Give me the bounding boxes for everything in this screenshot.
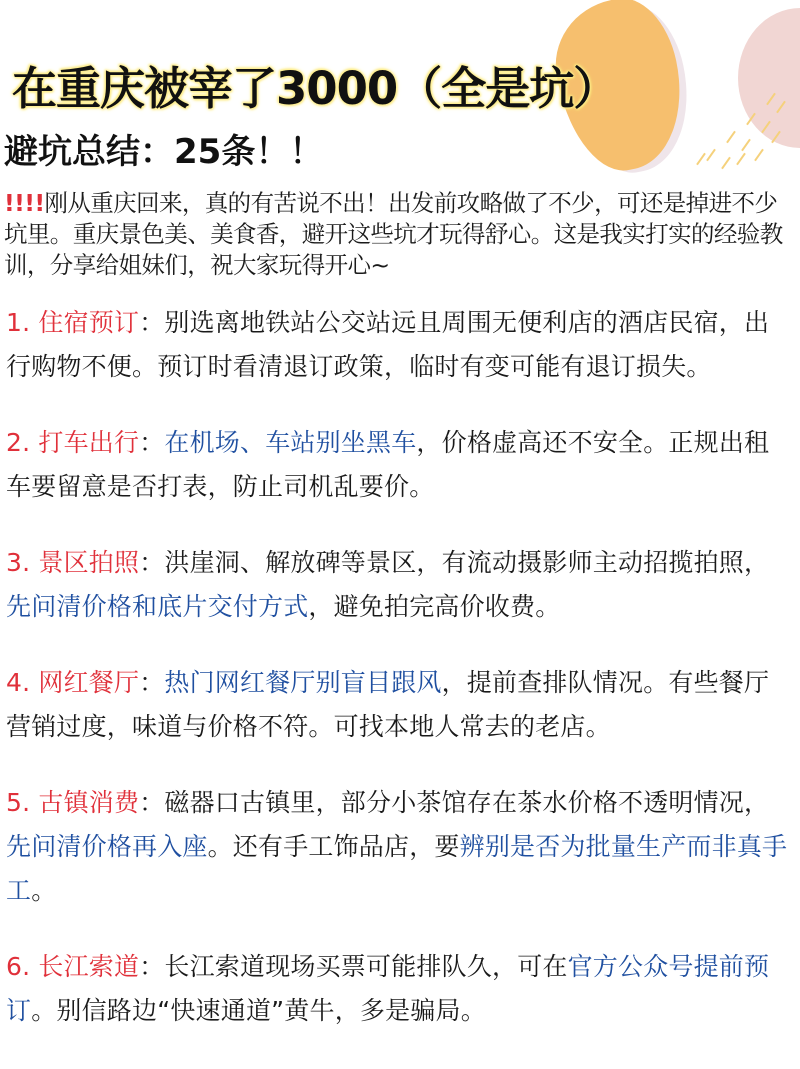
tip-highlight: 官方公众号提前预订 bbox=[6, 952, 770, 1025]
tip-text: 。还有手工饰品店，要 bbox=[207, 832, 460, 861]
dash-mark bbox=[766, 93, 776, 106]
tip-colon: ： bbox=[139, 952, 165, 981]
dash-mark bbox=[696, 153, 706, 166]
intro-text: 刚从重庆回来，真的有苦说不出！出发前攻略做了不少，可还是掉进不少坑里。重庆景色美、美食香，避开这些坑才玩得舒心。这是我实打实的经验教训，分享给姐妹们，祝大家玩得开心~ bbox=[4, 189, 783, 279]
tip-item bbox=[6, 781, 794, 913]
tip-colon: ： bbox=[139, 668, 165, 697]
tip-text: 洪崖洞、解放碑等景区，有流动摄影师主动招揽拍照， bbox=[164, 548, 770, 577]
tip-label: 3. 景区拍照 bbox=[6, 548, 140, 577]
tip-text: ，避免拍完高价收费。 bbox=[308, 592, 561, 621]
tip-item bbox=[6, 541, 794, 629]
dash-mark bbox=[736, 153, 746, 166]
tip-item bbox=[6, 421, 794, 509]
tip-colon: ： bbox=[139, 788, 165, 817]
dash-mark bbox=[741, 139, 751, 152]
decorative-yellow-dashes bbox=[690, 90, 790, 170]
tip-colon: ： bbox=[139, 428, 165, 457]
tip-highlight: 辨别是否为批量生产而非真手工 bbox=[6, 832, 788, 905]
tip-text: 别选离地铁站公交站远且周围无便利店的酒店民宿，出行购物不便。预订时看清退订政策，临时有变可能有退订损失。 bbox=[6, 308, 770, 381]
tip-highlight: 先问清价格再入座 bbox=[6, 832, 208, 861]
tip-highlight: 先问清价格和底片交付方式 bbox=[6, 592, 309, 621]
dash-mark bbox=[706, 149, 716, 162]
dash-mark bbox=[771, 131, 781, 144]
dash-mark bbox=[776, 101, 786, 114]
tip-text: 。别信路边“快速通道”黄牛，多是骗局。 bbox=[31, 996, 486, 1025]
tip-item bbox=[6, 945, 794, 1033]
tip-colon: ： bbox=[139, 308, 165, 337]
intro-paragraph bbox=[4, 188, 794, 281]
dash-mark bbox=[726, 131, 736, 144]
dash-mark bbox=[746, 113, 756, 126]
post-subtitle: 避坑总结：25条！！ bbox=[4, 132, 324, 172]
tips-list bbox=[6, 301, 794, 1065]
tip-item bbox=[6, 301, 794, 389]
dash-mark bbox=[721, 157, 731, 170]
dash-mark bbox=[754, 149, 764, 162]
tip-label: 2. 打车出行 bbox=[6, 428, 140, 457]
tip-highlight: 在机场、车站别坐黑车 bbox=[164, 428, 417, 457]
tip-text: 长江索道现场买票可能排队久，可在 bbox=[164, 952, 568, 981]
post-title: 在重庆被宰了3000（全是坑） bbox=[12, 62, 618, 115]
tip-label: 1. 住宿预订 bbox=[6, 308, 140, 337]
tip-text: ，提前查排队情况。有些餐厅营销过度，味道与价格不符。可找本地人常去的老店。 bbox=[6, 668, 770, 741]
tip-highlight: 热门网红餐厅别盲目跟风 bbox=[164, 668, 442, 697]
exclamation-marks: !!!! bbox=[4, 189, 45, 217]
tip-text: ，价格虚高还不安全。正规出租车要留意是否打表，防止司机乱要价。 bbox=[6, 428, 770, 501]
tip-item bbox=[6, 661, 794, 749]
tip-text: 。 bbox=[31, 876, 57, 905]
tip-colon: ： bbox=[139, 548, 165, 577]
dash-mark bbox=[761, 121, 771, 134]
tip-label: 4. 网红餐厅 bbox=[6, 668, 140, 697]
tip-text: 磁器口古镇里，部分小茶馆存在茶水价格不透明情况， bbox=[164, 788, 770, 817]
tip-label: 5. 古镇消费 bbox=[6, 788, 140, 817]
tip-label: 6. 长江索道 bbox=[6, 952, 140, 981]
